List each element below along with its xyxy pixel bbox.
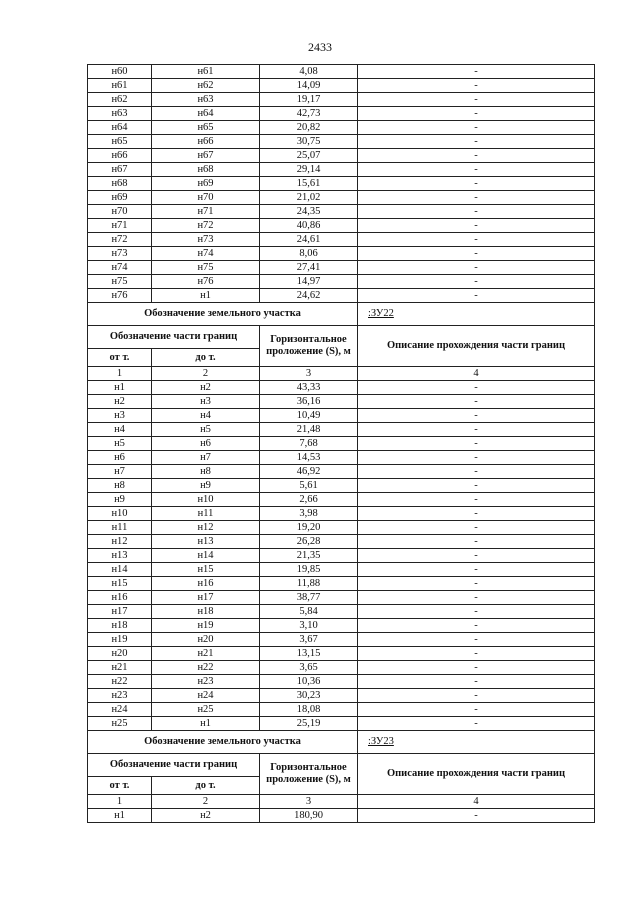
from-point: н15: [88, 577, 152, 591]
table-row: [88, 79, 595, 93]
from-point: н72: [88, 233, 152, 247]
to-point: н4: [152, 409, 260, 423]
to-point: н14: [152, 549, 260, 563]
to-point: н61: [152, 65, 260, 79]
length-value: 19,20: [260, 521, 358, 535]
to-point: н3: [152, 395, 260, 409]
from-point: н9: [88, 493, 152, 507]
description-value: -: [358, 121, 595, 135]
table-row: [88, 381, 595, 395]
description-value: -: [358, 219, 595, 233]
length-value: 5,61: [260, 479, 358, 493]
description-value: -: [358, 465, 595, 479]
to-point: н10: [152, 493, 260, 507]
table-row: [88, 191, 595, 205]
from-point: н76: [88, 289, 152, 303]
length-value: 18,08: [260, 703, 358, 717]
column-number: 2: [152, 795, 260, 809]
description-value: -: [358, 289, 595, 303]
to-point: н1: [152, 717, 260, 731]
from-point: н12: [88, 535, 152, 549]
to-point: н62: [152, 79, 260, 93]
table-row: [88, 577, 595, 591]
description-value: -: [358, 563, 595, 577]
table-row: [88, 507, 595, 521]
page-number: 2433: [308, 40, 332, 54]
to-point: н7: [152, 451, 260, 465]
to-point: н66: [152, 135, 260, 149]
to-point: н18: [152, 605, 260, 619]
length-value: 11,88: [260, 577, 358, 591]
to-point: н63: [152, 93, 260, 107]
table-row: [88, 717, 595, 731]
length-value: 2,66: [260, 493, 358, 507]
parcel-id: :ЗУ22: [358, 303, 595, 326]
length-value: 25,19: [260, 717, 358, 731]
description-value: -: [358, 507, 595, 521]
to-point: н72: [152, 219, 260, 233]
length-value: 13,15: [260, 647, 358, 661]
from-point: н74: [88, 261, 152, 275]
to-point: н11: [152, 507, 260, 521]
to-point: н64: [152, 107, 260, 121]
description-value: -: [358, 479, 595, 493]
length-value: 24,61: [260, 233, 358, 247]
description-value: -: [358, 79, 595, 93]
to-point: н6: [152, 437, 260, 451]
column-number: 1: [88, 367, 152, 381]
to-point: н70: [152, 191, 260, 205]
from-point: н10: [88, 507, 152, 521]
to-point: н73: [152, 233, 260, 247]
description-value: -: [358, 261, 595, 275]
length-value: 19,85: [260, 563, 358, 577]
from-header: от т.: [88, 349, 152, 367]
from-point: н23: [88, 689, 152, 703]
table-row: [88, 465, 595, 479]
table-row: [88, 521, 595, 535]
table-row: [88, 437, 595, 451]
table-row: [88, 493, 595, 507]
length-value: 10,49: [260, 409, 358, 423]
length-value: 40,86: [260, 219, 358, 233]
table-row: [88, 135, 595, 149]
description-value: -: [358, 107, 595, 121]
to-point: н67: [152, 149, 260, 163]
table-row: [88, 395, 595, 409]
description-value: -: [358, 535, 595, 549]
description-value: -: [358, 703, 595, 717]
from-point: н13: [88, 549, 152, 563]
from-point: н19: [88, 633, 152, 647]
length-value: 43,33: [260, 381, 358, 395]
from-point: н66: [88, 149, 152, 163]
table-row: [88, 149, 595, 163]
description-value: -: [358, 65, 595, 79]
length-value: 10,36: [260, 675, 358, 689]
description-value: -: [358, 395, 595, 409]
description-value: -: [358, 619, 595, 633]
length-value: 21,48: [260, 423, 358, 437]
from-point: н21: [88, 661, 152, 675]
table-row: [88, 163, 595, 177]
parcel-id: :ЗУ23: [358, 731, 595, 754]
table-row: [88, 535, 595, 549]
length-value: 46,92: [260, 465, 358, 479]
description-value: -: [358, 605, 595, 619]
from-point: н65: [88, 135, 152, 149]
length-header: Горизонтальное проложение (S), м: [260, 326, 358, 367]
table-row: [88, 261, 595, 275]
description-header: Описание прохождения части границ: [358, 326, 595, 367]
description-value: -: [358, 689, 595, 703]
description-value: -: [358, 493, 595, 507]
table-row: [88, 549, 595, 563]
length-value: 21,35: [260, 549, 358, 563]
to-point: н25: [152, 703, 260, 717]
table-row: [88, 563, 595, 577]
column-number: 2: [152, 367, 260, 381]
from-point: н4: [88, 423, 152, 437]
description-value: -: [358, 809, 595, 823]
description-value: -: [358, 591, 595, 605]
to-point: н2: [152, 381, 260, 395]
to-point: н13: [152, 535, 260, 549]
part-label-header: Обозначение части границ: [88, 754, 260, 777]
length-value: 8,06: [260, 247, 358, 261]
to-header: до т.: [152, 777, 260, 795]
from-point: н70: [88, 205, 152, 219]
from-point: н67: [88, 163, 152, 177]
table-row: [88, 275, 595, 289]
length-value: 14,09: [260, 79, 358, 93]
description-value: -: [358, 661, 595, 675]
boundary-table: [87, 64, 595, 823]
length-value: 5,84: [260, 605, 358, 619]
parcel-label: Обозначение земельного участка: [88, 303, 358, 326]
from-point: н73: [88, 247, 152, 261]
table-row: [88, 93, 595, 107]
from-point: н3: [88, 409, 152, 423]
to-point: н1: [152, 289, 260, 303]
description-header: Описание прохождения части границ: [358, 754, 595, 795]
table-row: [88, 479, 595, 493]
to-point: н71: [152, 205, 260, 219]
from-point: н75: [88, 275, 152, 289]
length-value: 38,77: [260, 591, 358, 605]
from-point: н14: [88, 563, 152, 577]
to-point: н8: [152, 465, 260, 479]
to-point: н76: [152, 275, 260, 289]
description-value: -: [358, 647, 595, 661]
description-value: -: [358, 93, 595, 107]
length-value: 14,97: [260, 275, 358, 289]
boundary-table-body: [88, 65, 595, 823]
length-value: 36,16: [260, 395, 358, 409]
description-value: -: [358, 437, 595, 451]
length-value: 25,07: [260, 149, 358, 163]
table-row: [88, 107, 595, 121]
from-point: н11: [88, 521, 152, 535]
length-value: 7,68: [260, 437, 358, 451]
length-value: 20,82: [260, 121, 358, 135]
to-point: н5: [152, 423, 260, 437]
parcel-title-row: [88, 303, 595, 326]
length-value: 30,75: [260, 135, 358, 149]
from-point: н25: [88, 717, 152, 731]
table-row: [88, 809, 595, 823]
description-value: -: [358, 275, 595, 289]
from-point: н6: [88, 451, 152, 465]
table-row: [88, 423, 595, 437]
length-value: 180,90: [260, 809, 358, 823]
description-value: -: [358, 135, 595, 149]
from-point: н18: [88, 619, 152, 633]
table-row: [88, 633, 595, 647]
to-point: н17: [152, 591, 260, 605]
from-point: н62: [88, 93, 152, 107]
to-point: н69: [152, 177, 260, 191]
length-value: 15,61: [260, 177, 358, 191]
column-numbers-row: [88, 367, 595, 381]
table-header-row: [88, 326, 595, 349]
to-point: н12: [152, 521, 260, 535]
table-row: [88, 451, 595, 465]
from-point: н7: [88, 465, 152, 479]
to-point: н2: [152, 809, 260, 823]
table-row: [88, 619, 595, 633]
part-label-header: Обозначение части границ: [88, 326, 260, 349]
description-value: -: [358, 163, 595, 177]
table-row: [88, 689, 595, 703]
to-point: н74: [152, 247, 260, 261]
table-row: [88, 647, 595, 661]
from-header: от т.: [88, 777, 152, 795]
from-point: н17: [88, 605, 152, 619]
description-value: -: [358, 521, 595, 535]
table-row: [88, 65, 595, 79]
from-point: н1: [88, 381, 152, 395]
description-value: -: [358, 423, 595, 437]
column-number: 3: [260, 795, 358, 809]
description-value: -: [358, 633, 595, 647]
description-value: -: [358, 675, 595, 689]
description-value: -: [358, 177, 595, 191]
to-point: н15: [152, 563, 260, 577]
length-value: 21,02: [260, 191, 358, 205]
length-value: 24,35: [260, 205, 358, 219]
description-value: -: [358, 381, 595, 395]
to-point: н9: [152, 479, 260, 493]
to-point: н65: [152, 121, 260, 135]
column-number: 4: [358, 367, 595, 381]
length-value: 3,67: [260, 633, 358, 647]
from-point: н61: [88, 79, 152, 93]
to-header: до т.: [152, 349, 260, 367]
length-value: 42,73: [260, 107, 358, 121]
length-value: 26,28: [260, 535, 358, 549]
to-point: н21: [152, 647, 260, 661]
length-value: 3,65: [260, 661, 358, 675]
from-point: н63: [88, 107, 152, 121]
from-point: н1: [88, 809, 152, 823]
table-row: [88, 289, 595, 303]
to-point: н20: [152, 633, 260, 647]
from-point: н24: [88, 703, 152, 717]
to-point: н75: [152, 261, 260, 275]
length-header: Горизонтальное проложение (S), м: [260, 754, 358, 795]
from-point: н2: [88, 395, 152, 409]
description-value: -: [358, 717, 595, 731]
length-value: 3,10: [260, 619, 358, 633]
length-value: 3,98: [260, 507, 358, 521]
length-value: 29,14: [260, 163, 358, 177]
from-point: н71: [88, 219, 152, 233]
table-row: [88, 219, 595, 233]
table-row: [88, 177, 595, 191]
description-value: -: [358, 233, 595, 247]
length-value: 14,53: [260, 451, 358, 465]
to-point: н22: [152, 661, 260, 675]
to-point: н16: [152, 577, 260, 591]
description-value: -: [358, 149, 595, 163]
to-point: н23: [152, 675, 260, 689]
table-row: [88, 661, 595, 675]
length-value: 4,08: [260, 65, 358, 79]
table-row: [88, 605, 595, 619]
from-point: н5: [88, 437, 152, 451]
table-row: [88, 233, 595, 247]
to-point: н24: [152, 689, 260, 703]
table-row: [88, 247, 595, 261]
table-row: [88, 591, 595, 605]
from-point: н22: [88, 675, 152, 689]
from-point: н8: [88, 479, 152, 493]
column-numbers-row: [88, 795, 595, 809]
from-point: н64: [88, 121, 152, 135]
table-header-row: [88, 754, 595, 777]
description-value: -: [358, 451, 595, 465]
column-number: 1: [88, 795, 152, 809]
parcel-title-row: [88, 731, 595, 754]
description-value: -: [358, 247, 595, 261]
description-value: -: [358, 549, 595, 563]
column-number: 4: [358, 795, 595, 809]
length-value: 19,17: [260, 93, 358, 107]
column-number: 3: [260, 367, 358, 381]
description-value: -: [358, 205, 595, 219]
from-point: н16: [88, 591, 152, 605]
length-value: 27,41: [260, 261, 358, 275]
table-row: [88, 675, 595, 689]
from-point: н68: [88, 177, 152, 191]
description-value: -: [358, 191, 595, 205]
parcel-label: Обозначение земельного участка: [88, 731, 358, 754]
table-row: [88, 121, 595, 135]
table-row: [88, 409, 595, 423]
to-point: н68: [152, 163, 260, 177]
length-value: 30,23: [260, 689, 358, 703]
to-point: н19: [152, 619, 260, 633]
from-point: н20: [88, 647, 152, 661]
table-row: [88, 703, 595, 717]
description-value: -: [358, 577, 595, 591]
length-value: 24,62: [260, 289, 358, 303]
from-point: н60: [88, 65, 152, 79]
from-point: н69: [88, 191, 152, 205]
table-row: [88, 205, 595, 219]
description-value: -: [358, 409, 595, 423]
